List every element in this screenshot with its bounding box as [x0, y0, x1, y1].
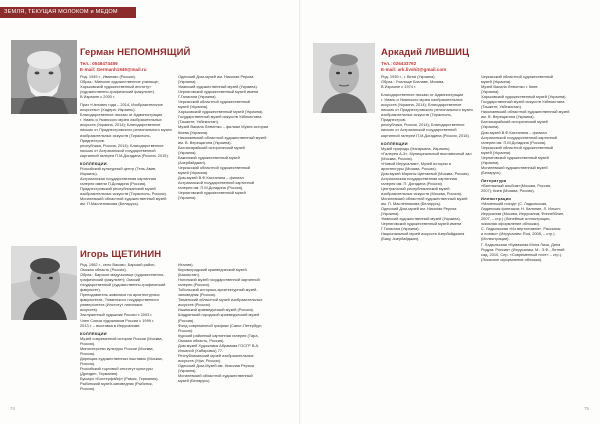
- text-line: республика, Россия, 2014); Благодарственное: [80, 142, 164, 148]
- text-line: Член Союза художников России с 1999 г.: [80, 317, 155, 323]
- text-line: Россия).: [80, 340, 96, 346]
- text-line: им. В. Верещагина (Украина).: [481, 114, 535, 120]
- text-line: Министерство культуры России (Москва,: [80, 345, 154, 351]
- section-heading: Литература: [481, 177, 507, 183]
- text-line: (Казахстан).: [178, 272, 200, 278]
- text-line: Омская область, Россия).: [178, 337, 225, 343]
- text-line: музей (Беларусь).: [178, 378, 211, 384]
- text-line: (Дрезден, Германия).: [80, 370, 119, 376]
- text-line: музей (Украина).: [178, 104, 209, 110]
- text-line: Музей природы (Нагарьяна, Израиль).: [381, 145, 451, 151]
- text-line: (Украина).: [178, 367, 197, 373]
- text-line: Образ.: Минское художественное училище;: [80, 79, 159, 85]
- text-line: искусств (Украина, 2014); Благодарственное: [381, 102, 462, 108]
- text-line: Республиканский музей изобразительных: [178, 352, 254, 358]
- text-line: (Азербайджан).: [178, 159, 206, 165]
- text-line: Заслуженный художник России с 2003 г.: [80, 312, 153, 318]
- text-line: Россия).: [80, 386, 96, 392]
- contact-nepomnyashchy: [80, 61, 147, 73]
- artist-name-livshits: Аркадий ЛИВШИЦ: [381, 47, 470, 58]
- text-line: письмо от Астраханской государственной: [80, 147, 156, 153]
- text-line: графический факультет); Омский: [80, 277, 141, 283]
- text-line: Харьковский художественный институт: [80, 84, 151, 90]
- bio-shchetinin: [80, 262, 175, 391]
- text-line: В Израиле с 1974 г.: [381, 84, 417, 90]
- text-line: Ишимский краеведческий музей (Россия).: [178, 307, 254, 313]
- text-line: Омская область (Россия).: [80, 267, 127, 273]
- text-line: Киева (Украина).: [178, 129, 209, 135]
- contact-livshits: [381, 61, 446, 73]
- text-line: музей (Украина).: [481, 79, 512, 85]
- text-line: искусств (Уфа, Россия).: [178, 357, 222, 363]
- text-line: и поэмы» (Иерусалим: Rud, 2008, – стр.).: [481, 231, 556, 237]
- collections-livshits: [481, 74, 585, 262]
- text-line: «Галерея А-3», Муниципальный выставочный зал: [381, 150, 472, 156]
- phone-livshits: Тел.: 026433792: [381, 61, 417, 66]
- text-line: Г. Ладыльская «Бумажная Мона Лиза, Дина: [481, 241, 561, 247]
- text-line: им. П. Масленникова (Беларусь).: [381, 201, 442, 207]
- text-line: Астраханская государственная картинная: [80, 175, 156, 181]
- text-line: Ильиной (Хабаровск) 77.: [178, 347, 223, 353]
- text-line: (художественно-графический факультет).: [80, 89, 156, 95]
- text-line: Тобольский историко-архитектурный музей-: [178, 287, 258, 293]
- page-number-right: 75: [584, 406, 590, 411]
- text-line: искусств (Украина, 2014); Благодарственное: [80, 122, 161, 128]
- text-line: государственный (художественно-графический: [80, 282, 166, 288]
- text-line: (Ташкент, Узбекистан).: [481, 104, 522, 110]
- text-line: Род. 1939 г., г. Вена (Украина).: [381, 74, 436, 79]
- text-line: им. П.Масленникова (Беларусь).: [80, 201, 140, 207]
- text-line: Дом музей Художника Абрамова ГОСГР В.А.: [178, 342, 260, 348]
- text-line: Бакинский художественный музей: [178, 154, 240, 160]
- text-line: Г.Галагана (Украина).: [178, 94, 217, 100]
- bio-nepomnyashchy: [80, 74, 175, 206]
- text-line: «Новый Иерусалим», Музей истории и: [381, 160, 451, 166]
- text-line: Курский районный картинная галерея (Тара,: [178, 332, 259, 338]
- text-line: Приднестровский республиканский музей: [80, 185, 156, 191]
- artist-name-shchetinin: Игорь ЩЕТИНИН: [80, 249, 162, 260]
- text-line: Образ.: Училище Бгилаве, Москва.: [381, 79, 445, 85]
- text-line: Харьковский художественный музей (Украина).: [178, 109, 264, 115]
- text-line: университета (Институт латинских: [80, 302, 143, 308]
- text-line: искусство» (Хадера, Израиль).: [80, 107, 136, 113]
- text-line: Николаевский областной художественный музей: [178, 134, 267, 140]
- text-line: галерея им. П. Догадина (Россия).: [381, 180, 444, 186]
- portrait-nepomnyashchy: [11, 40, 77, 114]
- text-line: (Украина).: [178, 195, 197, 201]
- text-line: (Украина).: [481, 89, 500, 95]
- email-livshits[interactable]: E-mail: ark.livshit@gmail.com: [381, 67, 447, 72]
- page-gutter: [299, 0, 301, 424]
- text-line: Россия).: [80, 360, 96, 366]
- section-heading: КОЛЛЕКЦИИ: [80, 160, 107, 166]
- text-line: Черкасский областной художественный: [481, 144, 553, 150]
- text-line: Черкасский областной художественный: [481, 74, 553, 79]
- phone-nepomnyashchy: Тел.: 0546474459: [80, 61, 118, 66]
- text-line: Россия).: [80, 350, 96, 356]
- text-line: Астраханской государственной картинной: [481, 134, 558, 140]
- text-line: Дом-музей В.Ф.Кастаняна – филиал: [481, 129, 547, 135]
- text-line: Кировоградский краеведческий музей: [178, 267, 247, 273]
- section-header: ЗЕМЛЯ, ТЕКУЩАЯ МОЛОКОМ и МЕДОМ: [4, 9, 118, 15]
- collections-nepomnyashchy: [178, 74, 276, 200]
- text-line: галереи им. П.М.Догадина (Россия).: [481, 139, 547, 145]
- text-line: Род. 1962 г., село Васово, Барский район,: [80, 262, 156, 267]
- text-line: Астраханская государственная картинная: [381, 175, 457, 181]
- text-line: Ногинский музей государственной картинной: [178, 277, 260, 283]
- text-line: факультетах, Тюменского государственного: [80, 297, 159, 303]
- text-line: г. Умань и Уманского музея изобразительных: [80, 117, 162, 123]
- text-line: «Маленький поезд» (С. Ладыльская,: [481, 201, 548, 207]
- text-line: Благодарственное письмо от Администрации: [80, 112, 163, 118]
- text-line: искусств (Россия).: [178, 302, 212, 308]
- text-line: письмо от Приднестровского регионального музея: [80, 127, 172, 133]
- text-line: (Ташкент, Узбекистан).: [178, 119, 219, 125]
- text-line: (Эскизное оформление обложки).: [481, 256, 543, 262]
- text-line: Иерусалим (Москва, Иерусалим; Фипгибблин,: [481, 211, 565, 217]
- text-line: искусств).: [80, 307, 98, 313]
- portrait-livshits: [313, 43, 375, 113]
- text-line: Черниговский художественный музей: [178, 190, 246, 196]
- text-line: галерея имени П.Догадина (Россия).: [80, 180, 147, 186]
- text-line: изобразительных искусств (Тирасполь, Россия).: [80, 191, 167, 197]
- text-line: галереи (Россия).: [178, 282, 210, 288]
- text-line: Национальный музей искусств Азербайджана: [381, 231, 465, 237]
- text-line: Харьковский художественный музей (Украина).: [481, 94, 567, 100]
- text-line: Дирекция художественных выставок (Москва,: [80, 355, 163, 361]
- text-line: Образ.: Барское медучилище (художественно-: [80, 272, 165, 278]
- text-line: Израиль).: [80, 170, 98, 176]
- text-line: (Иллюстрации).: [481, 236, 510, 242]
- text-line: Одесский Дом-Музей им. Николая Рериха: [178, 362, 255, 368]
- section-heading: КОЛЛЕКЦИИ: [381, 140, 408, 146]
- text-line: Музей Васила Левченко г. Киев: [481, 84, 538, 90]
- text-line: 2007); Киев (Москва, Россия).: [481, 188, 535, 194]
- text-line: Могилевский областной художественный: [178, 373, 253, 379]
- text-line: г. Умань и Уманского музея изобразительных: [381, 97, 463, 103]
- text-line: им. В. Верещагина (Украина).: [178, 139, 232, 145]
- text-line: музей (Украина).: [481, 149, 512, 155]
- text-line: (Украина).: [178, 149, 197, 155]
- text-line: Фонд современной графики (Санкт-Петербург,: [178, 322, 263, 328]
- text-line: Бушаро «Бостерфайф» (Рамис, Германия).: [80, 376, 159, 382]
- text-line: Уманский художественный музей (Украина).: [178, 84, 258, 90]
- text-line: (Украина).: [481, 159, 500, 165]
- text-line: Благодарственное письмо от Администрации: [381, 92, 464, 98]
- text-line: Дом-музей В.Ф.Кастаняна – филиал: [178, 174, 244, 180]
- text-line: (Украина).: [178, 79, 197, 85]
- text-line: Род. 1949 г., Ивановo (Россия).: [80, 74, 136, 79]
- artist-name-nepomnyashchy: Герман НЕПОМНЯЩИЙ: [80, 47, 191, 58]
- text-line: Государственный музей искусств Узбекистана: [178, 114, 262, 120]
- text-line: изобразительных искусств (Тирасполь, Приднестров.: [381, 112, 452, 123]
- section-heading: Иллюстрации: [481, 196, 512, 202]
- text-line: Российский торговый институт культуры: [80, 365, 153, 371]
- text-line: Музей современной истории России (Москва,: [80, 335, 163, 341]
- text-line: архитектуры (Москва, Россия).: [381, 165, 437, 171]
- text-line: Черниговский художественный музей имени: [381, 221, 462, 227]
- text-line: Николаевский областной художественный музей: [481, 109, 570, 115]
- text-line: 2013 г. – выставка в Иерусалиме.: [80, 322, 141, 328]
- text-line: картинной галереи П.М.Догадина (Россия, 2015).: [381, 132, 470, 138]
- text-line: Преподаватель живописи на архитектурных: [80, 292, 160, 298]
- text-line: заповедник (Россия).: [178, 292, 217, 298]
- section-heading: КОЛЛЕКЦИИ: [80, 330, 107, 336]
- text-line: Тюменский областной музей изобразительных: [178, 297, 263, 303]
- text-line: Уманский художественный музей (Украина).: [381, 216, 461, 222]
- text-line: Дом-музей Марины Цветаевой (Москва, Россия).: [381, 170, 470, 176]
- text-line: Италия).: [178, 262, 194, 267]
- bio-livshits: [381, 74, 477, 242]
- text-line: Бахчисарайский исторический музей: [178, 144, 245, 150]
- text-line: (Украина).: [381, 211, 400, 217]
- text-line: изобразительных искусств (Тирасполь, Приднестров.: [80, 132, 151, 143]
- text-line: Одесский Дом-музей им. Николая Рериха: [381, 206, 457, 212]
- text-line: факультет).: [80, 287, 101, 293]
- text-line: Российский культурный центр (Тель-Авив,: [80, 165, 157, 171]
- text-line: картинной галереи П.М.Догадина (Россия, 2015).: [80, 152, 169, 158]
- text-line: Россия).: [178, 327, 194, 333]
- text-line: В Израиле с 2000 г.: [80, 94, 116, 100]
- text-line: «Винтажный альбом»(Москва, Россия,: [481, 182, 552, 188]
- text-line: эскизная оформление обложки).: [481, 221, 540, 227]
- text-line: Центральный республиканский музей: [381, 185, 450, 191]
- text-line: Могилевский художественный музей: [481, 164, 548, 170]
- text-line: Черниговский художественный музей имени: [178, 89, 259, 95]
- text-line: Г.Галагана (Украина).: [381, 226, 420, 232]
- text-line: Могилевский областной художественный музей: [80, 196, 167, 202]
- text-line: Приз «Человек года – 2014, Изобразительное: [80, 102, 163, 108]
- text-line: Черкасский областной художественный: [178, 99, 250, 105]
- text-line: Музей Васила Левченко – филиал Музея истории: [178, 124, 269, 130]
- text-line: Рыбинский музей-заповедник (Рыбинск,: [80, 381, 153, 387]
- text-line: 2007, – стр.) (Линейные иллюстрации,: [481, 216, 551, 222]
- portrait-shchetinin: [11, 246, 77, 320]
- text-line: Астраханской государственной картинной: [178, 179, 255, 185]
- page-number-left: 74: [10, 406, 16, 411]
- text-line: (Беларусь).: [481, 169, 502, 175]
- text-line: Одесский Дом-музей им. Николая Рериха: [178, 74, 254, 79]
- text-line: (Россия).: [178, 317, 195, 323]
- text-line: письмо от Астраханской государственной: [381, 127, 457, 133]
- text-line: Бахчисарайский исторический музей: [481, 119, 548, 125]
- text-line: галереи им. П.М.Догадина (Россия).: [178, 185, 244, 191]
- text-line: Черкасский областной художественный: [178, 164, 250, 170]
- text-line: (Баку, Азербайджан).: [381, 236, 420, 242]
- text-line: Государственный музей искусств Узбекистана: [481, 99, 565, 105]
- text-line: С. Ладыльская «Из вертоломем». Рассказы: [481, 226, 561, 232]
- text-line: музей (Украина).: [178, 169, 209, 175]
- email-nepomnyashchy[interactable]: E-mail: Germanh1949@mail.ru: [80, 67, 147, 72]
- text-line: Ладинская фантазия; Н. Калинин, Л. Ильин;: [481, 206, 561, 212]
- text-line: сад, 2010, Сер. «Современный поэт» – стр.).: [481, 251, 563, 257]
- text-line: (Украина).: [481, 124, 500, 130]
- text-line: изобразительных искусств (Москва, Россия).: [381, 191, 463, 197]
- text-line: (Москва, Россия).: [381, 155, 413, 161]
- text-line: Шадринский городской краеведческий музей: [178, 312, 260, 318]
- text-line: Родуга: Россия» (Иерусалим, М.: Э.Ф., Летний: [481, 246, 565, 252]
- text-line: письмо от Приднестровского регионального музея: [381, 107, 473, 113]
- text-line: Могилевский областной художественный музей: [381, 196, 468, 202]
- text-line: Черниговский художественный музей: [481, 154, 549, 160]
- collections-shchetinin: [178, 262, 276, 383]
- text-line: республика, Россия, 2014); Благодарственное: [381, 122, 465, 128]
